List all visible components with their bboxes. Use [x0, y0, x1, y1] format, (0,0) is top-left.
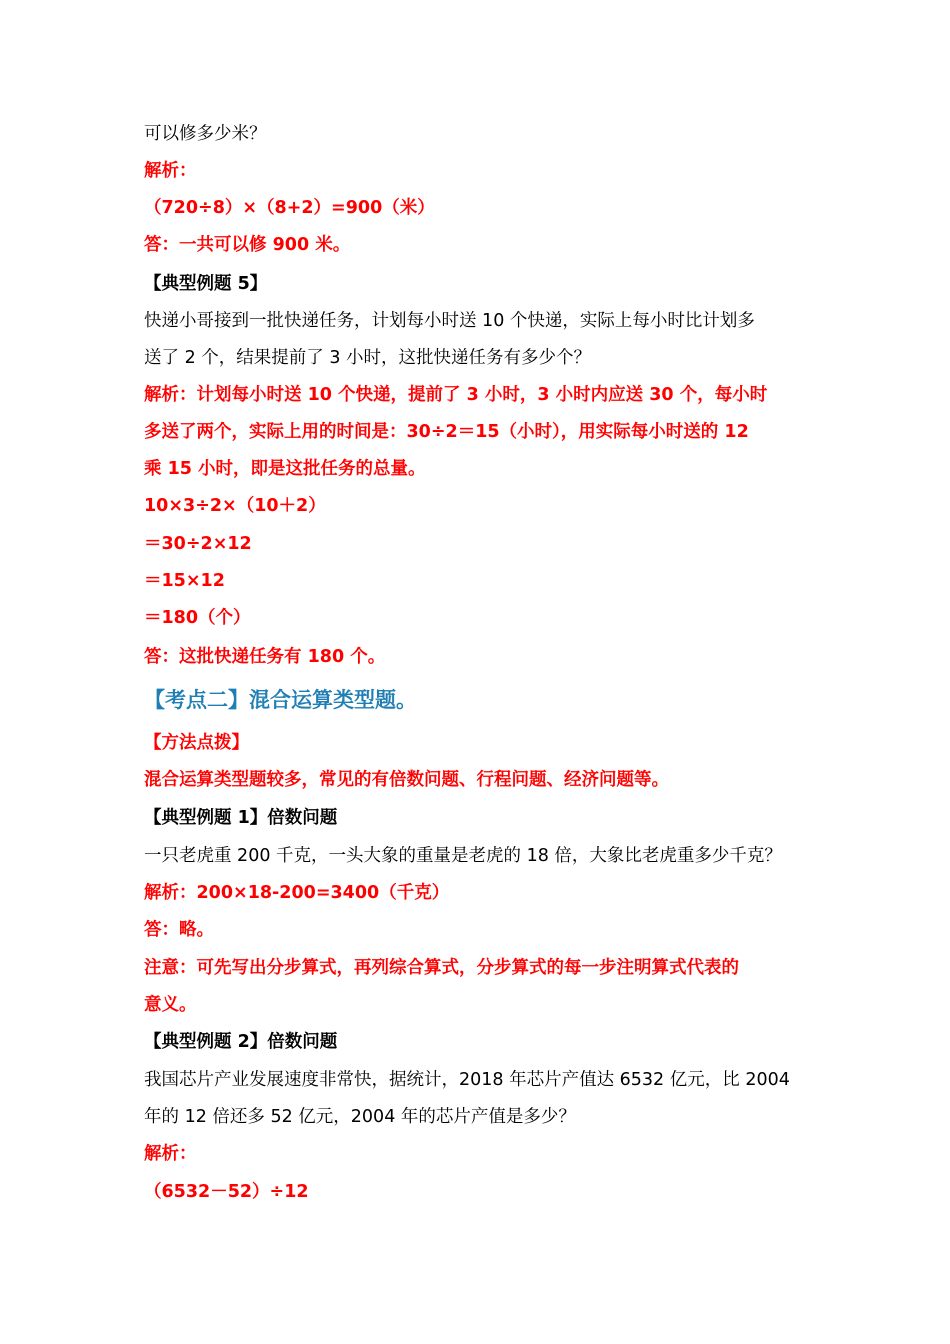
solution-text: 解析：计划每小时送 10 个快递，提前了 3 小时，3 小时内应送 30 个，每小时: [144, 385, 768, 405]
section-heading: 【考点二】混合运算类型题。: [144, 688, 417, 712]
solution-formula: （6532－52）÷12: [144, 1182, 309, 1202]
method-text: 混合运算类型题较多，常见的有倍数问题、行程问题、经济问题等。: [144, 770, 669, 790]
answer-line: 答：略。: [144, 920, 214, 940]
problem-text: 年的 12 倍还多 52 亿元，2004 年的芯片产值是多少？: [144, 1107, 576, 1127]
problem-text-tail: 可以修多少米？: [144, 124, 267, 144]
example-heading-2: 【典型例题 2】倍数问题: [144, 1032, 338, 1052]
solution-label: 解析：: [144, 161, 197, 181]
solution-text: 乘 15 小时，即是这批任务的总量。: [144, 459, 426, 479]
calc-step: ＝15×12: [144, 571, 225, 591]
problem-text: 一只老虎重 200 千克，一头大象的重量是老虎的 18 倍，大象比老虎重多少千克？: [144, 846, 782, 866]
answer-line: 答：这批快递任务有 180 个。: [144, 647, 386, 667]
problem-text: 送了 2 个，结果提前了 3 小时，这批快递任务有多少个？: [144, 348, 592, 368]
answer-line: 答：一共可以修 900 米。: [144, 235, 351, 255]
calc-step: ＝30÷2×12: [144, 534, 252, 554]
method-heading: 【方法点拨】: [144, 733, 249, 753]
example-heading-5: 【典型例题 5】: [144, 274, 268, 294]
solution-label: 解析：: [144, 1144, 197, 1164]
problem-text: 快递小哥接到一批快递任务，计划每小时送 10 个快递，实际上每小时比计划多: [144, 311, 755, 331]
solution-text: 解析：200×18-200=3400（千克）: [144, 883, 450, 903]
note-text: 注意：可先写出分步算式，再列综合算式，分步算式的每一步注明算式代表的: [144, 958, 739, 978]
solution-text: 多送了两个，实际上用的时间是：30÷2＝15（小时），用实际每小时送的 12: [144, 422, 749, 442]
example-heading-1: 【典型例题 1】倍数问题: [144, 808, 338, 828]
note-text: 意义。: [144, 995, 197, 1015]
calc-step: 10×3÷2×（10＋2）: [144, 496, 326, 516]
solution-formula: （720÷8）×（8+2）=900（米）: [144, 198, 435, 218]
problem-text: 我国芯片产业发展速度非常快，据统计，2018 年芯片产值达 6532 亿元，比 2004: [144, 1070, 790, 1090]
calc-step: ＝180（个）: [144, 608, 251, 628]
